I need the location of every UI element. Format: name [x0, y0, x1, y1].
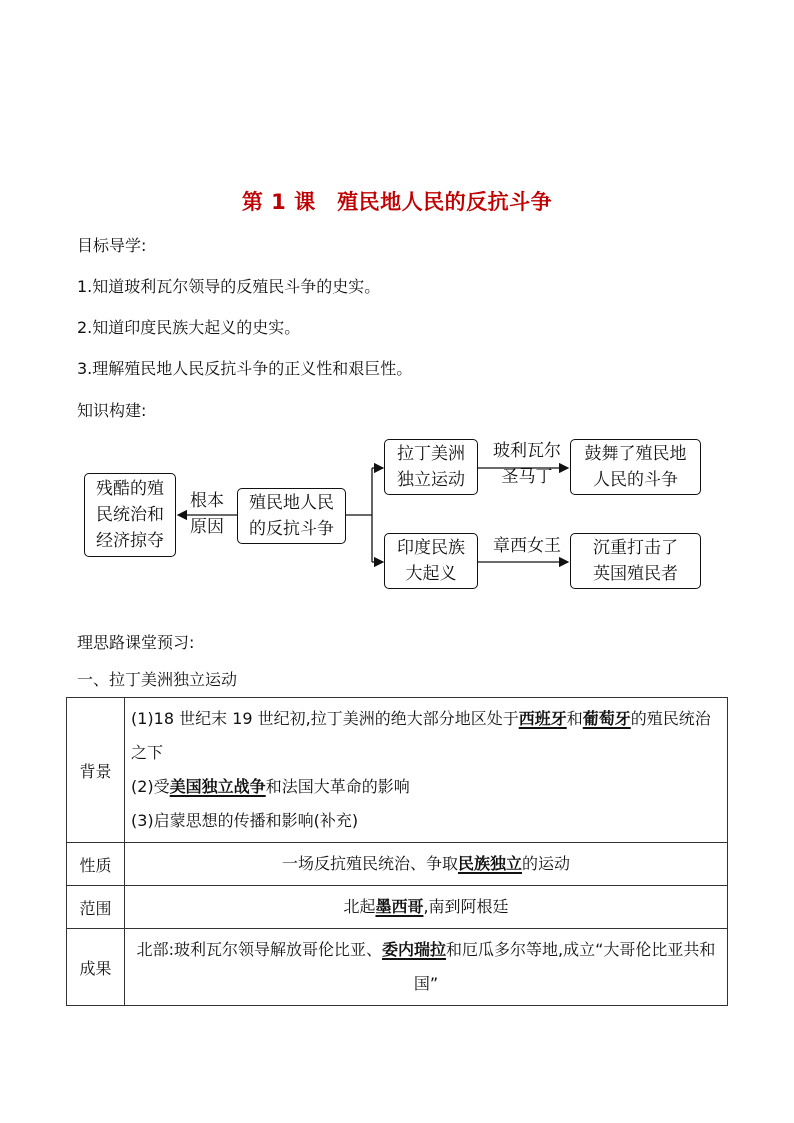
knowledge-heading: 知识构建: — [77, 401, 147, 420]
nature-label: 性质 — [67, 843, 125, 886]
latin-america-box: 拉丁美洲 独立运动 — [384, 439, 478, 495]
goals-heading: 目标导学: — [77, 236, 147, 255]
latin-america-result-box: 鼓舞了殖民地 人民的斗争 — [570, 439, 701, 495]
leaders-label: 玻利瓦尔 圣马丁 — [493, 441, 561, 487]
scope-content: 北起墨西哥,南到阿根廷 — [125, 886, 728, 929]
table-row — [67, 886, 728, 929]
answer-spain: 西班牙 — [518, 709, 567, 728]
scope-label: 范围 — [67, 886, 125, 929]
section-heading: 一、拉丁美洲独立运动 — [77, 670, 238, 689]
cause-label: 根本 原因 — [190, 491, 224, 537]
preview-heading: 理思路课堂预习: — [77, 633, 195, 652]
background-label: 背景 — [67, 698, 125, 843]
cause-box: 残酷的殖 民统治和 经济掠夺 — [84, 473, 176, 557]
goal-item: 3.理解殖民地人民反抗斗争的正义性和艰巨性。 — [77, 359, 413, 378]
answer-mexico: 墨西哥 — [375, 897, 424, 916]
table-row — [67, 843, 728, 886]
page-title: 第 1 课 殖民地人民的反抗斗争 — [241, 190, 553, 214]
info-table — [66, 697, 728, 1006]
nature-content: 一场反抗殖民统治、争取民族独立的运动 — [125, 843, 728, 886]
queen-label: 章西女王 — [493, 536, 561, 556]
answer-portugal: 葡萄牙 — [582, 709, 631, 728]
india-uprising-box: 印度民族 大起义 — [384, 533, 478, 589]
goal-item: 1.知道玻利瓦尔领导的反殖民斗争的史实。 — [77, 277, 381, 296]
center-box: 殖民地人民 的反抗斗争 — [237, 488, 346, 544]
answer-american-revolution: 美国独立战争 — [169, 777, 266, 796]
background-content: (1)18 世纪末 19 世纪初,拉丁美洲的绝大部分地区处于西班牙和葡萄牙的殖民统治之下 (2)受美国独立战争和法国大革命的影响 (3)启蒙思想的传播和影响(补充) — [125, 698, 728, 843]
result-content: 北部:玻利瓦尔领导解放哥伦比亚、委内瑞拉和厄瓜多尔等地,成立“大哥伦比亚共和国” — [125, 929, 728, 1006]
goal-item: 2.知道印度民族大起义的史实。 — [77, 318, 301, 337]
table-row — [67, 929, 728, 1006]
answer-national-independence: 民族独立 — [457, 854, 522, 873]
india-result-box: 沉重打击了 英国殖民者 — [570, 533, 701, 589]
result-label: 成果 — [67, 929, 125, 1006]
table-row — [67, 698, 728, 843]
answer-venezuela: 委内瑞拉 — [382, 940, 447, 959]
